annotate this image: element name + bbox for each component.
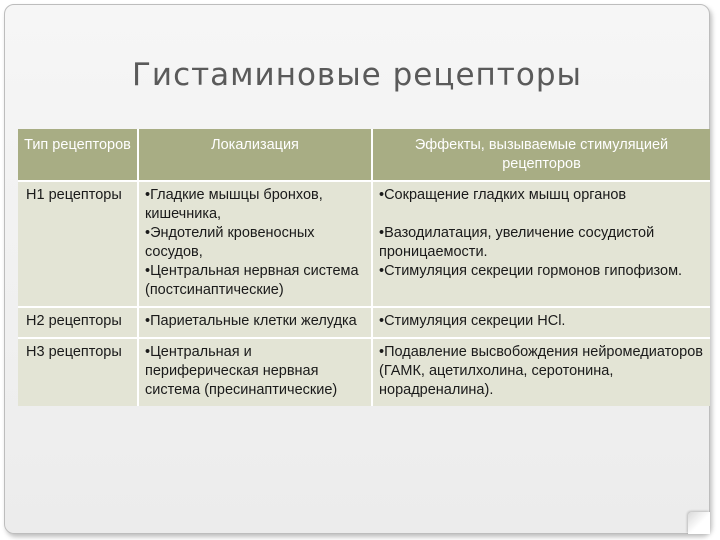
localization-cell <box>138 307 372 338</box>
effect-item: •Вазодилатация, увеличение сосудистой проницаемости. <box>379 225 655 260</box>
header-localization: Локализация <box>138 129 372 181</box>
slide-title: Гистаминовые рецепторы <box>132 57 582 93</box>
effect-item: •Стимуляция секреции гормонов гипофизом. <box>379 263 683 279</box>
localization-item: •Центральная и периферическая нервная система (пресинаптические) <box>145 344 338 398</box>
effect-item: •Подавление высвобождения нейромедиаторов (ГАМК, ацетилхолина, серотонина, норадреналина). <box>379 344 703 398</box>
localization-item: •Париетальные клетки желудка <box>145 313 357 329</box>
receptor-type-cell: Н2 рецепторы <box>18 307 138 338</box>
effects-cell <box>372 338 710 406</box>
slide <box>4 4 710 534</box>
effect-item: •Стимуляция секреции НСl. <box>379 313 566 329</box>
receptor-type-cell: Н1 рецепторы <box>18 181 138 307</box>
table-header-row <box>18 129 710 181</box>
localization-item: •Гладкие мышцы бронхов, кишечника, <box>145 187 323 222</box>
page-curl-corner <box>688 512 710 534</box>
table-row <box>18 307 710 338</box>
localization-cell <box>138 181 372 307</box>
histamine-receptors-table <box>18 129 710 406</box>
receptor-type-cell: Н3 рецепторы <box>18 338 138 406</box>
header-effects: Эффекты, вызываемые стимуляцией рецепторов <box>372 129 710 181</box>
effects-cell <box>372 307 710 338</box>
header-receptor-type: Тип рецепторов <box>18 129 138 181</box>
effects-cell <box>372 181 710 307</box>
table-row <box>18 338 710 406</box>
localization-cell <box>138 338 372 406</box>
localization-item: •Центральная нервная система (постсинаптические) <box>145 263 359 298</box>
effect-item: •Сокращение гладких мышц органов <box>379 187 627 203</box>
table-row <box>18 181 710 307</box>
localization-item: •Эндотелий кровеносных сосудов, <box>145 225 315 260</box>
